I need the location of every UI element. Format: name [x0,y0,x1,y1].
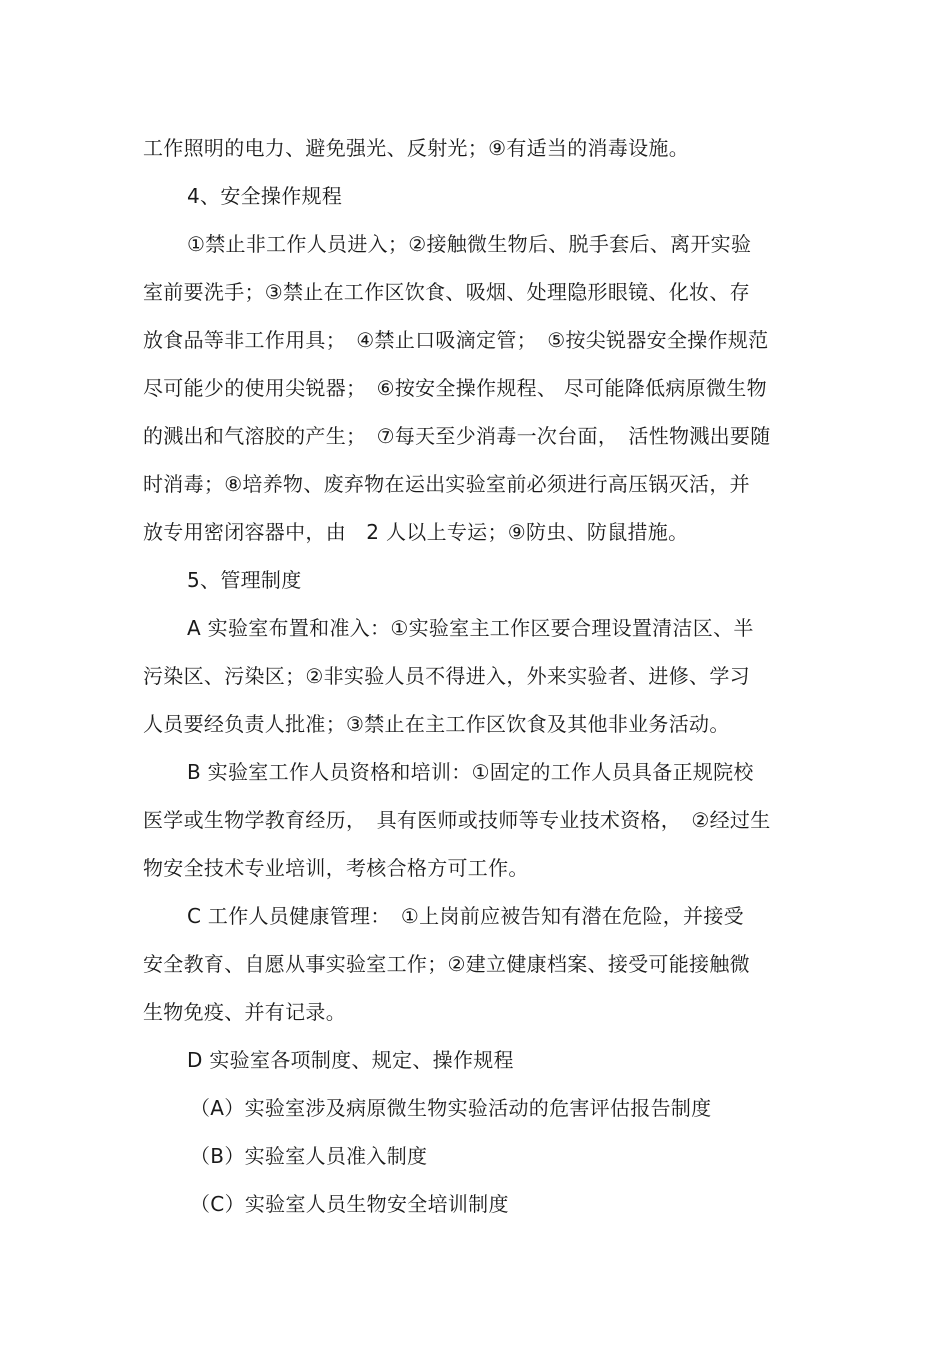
text-line: ①禁止非工作人员进入；②接触微生物后、脱手套后、离开实验 [187,232,752,256]
text-line: A 实验室布置和准入：①实验室主工作区要合理设置清洁区、半 [187,616,754,640]
text-line: 的溅出和气溶胶的产生； ⑦每天至少消毒一次台面， 活性物溅出要随 [143,424,771,448]
list-item: （C）实验室人员生物安全培训制度 [190,1192,509,1216]
list-item: （A）实验室涉及病原微生物实验活动的危害评估报告制度 [190,1096,712,1120]
text-line: 放专用密闭容器中，由 2 人以上专运；⑨防虫、防鼠措施。 [143,520,689,544]
text-line: 生物免疫、并有记录。 [143,1000,346,1024]
text-line: 污染区、污染区；②非实验人员不得进入，外来实验者、进修、学习 [143,664,750,688]
list-item: （B）实验室人员准入制度 [190,1144,428,1168]
text-line: 尽可能少的使用尖锐器； ⑥按安全操作规程、 尽可能降低病原微生物 [143,376,767,400]
section-heading: 5、管理制度 [187,568,302,592]
section-heading: D 实验室各项制度、规定、操作规程 [187,1048,514,1072]
text-line: C 工作人员健康管理： ①上岗前应被告知有潜在危险，并接受 [187,904,744,928]
text-line: 室前要洗手；③禁止在工作区饮食、吸烟、处理隐形眼镜、化妆、存 [143,280,750,304]
section-heading: 4、安全操作规程 [187,184,343,208]
text-line: 时消毒；⑧培养物、废弃物在运出实验室前必须进行高压锅灭活，并 [143,472,750,496]
text-line: 工作照明的电力、避免强光、反射光；⑨有适当的消毒设施。 [143,136,690,160]
text-line: 放食品等非工作用具； ④禁止口吸滴定管； ⑤按尖锐器安全操作规范 [143,328,769,352]
text-line: B 实验室工作人员资格和培训：①固定的工作人员具备正规院校 [187,760,754,784]
text-line: 医学或生物学教育经历， 具有医师或技师等专业技术资格， ②经过生 [143,808,771,832]
text-line: 物安全技术专业培训，考核合格方可工作。 [143,856,529,880]
text-line: 安全教育、自愿从事实验室工作；②建立健康档案、接受可能接触微 [143,952,750,976]
text-line: 人员要经负责人批准；③禁止在主工作区饮食及其他非业务活动。 [143,712,730,736]
